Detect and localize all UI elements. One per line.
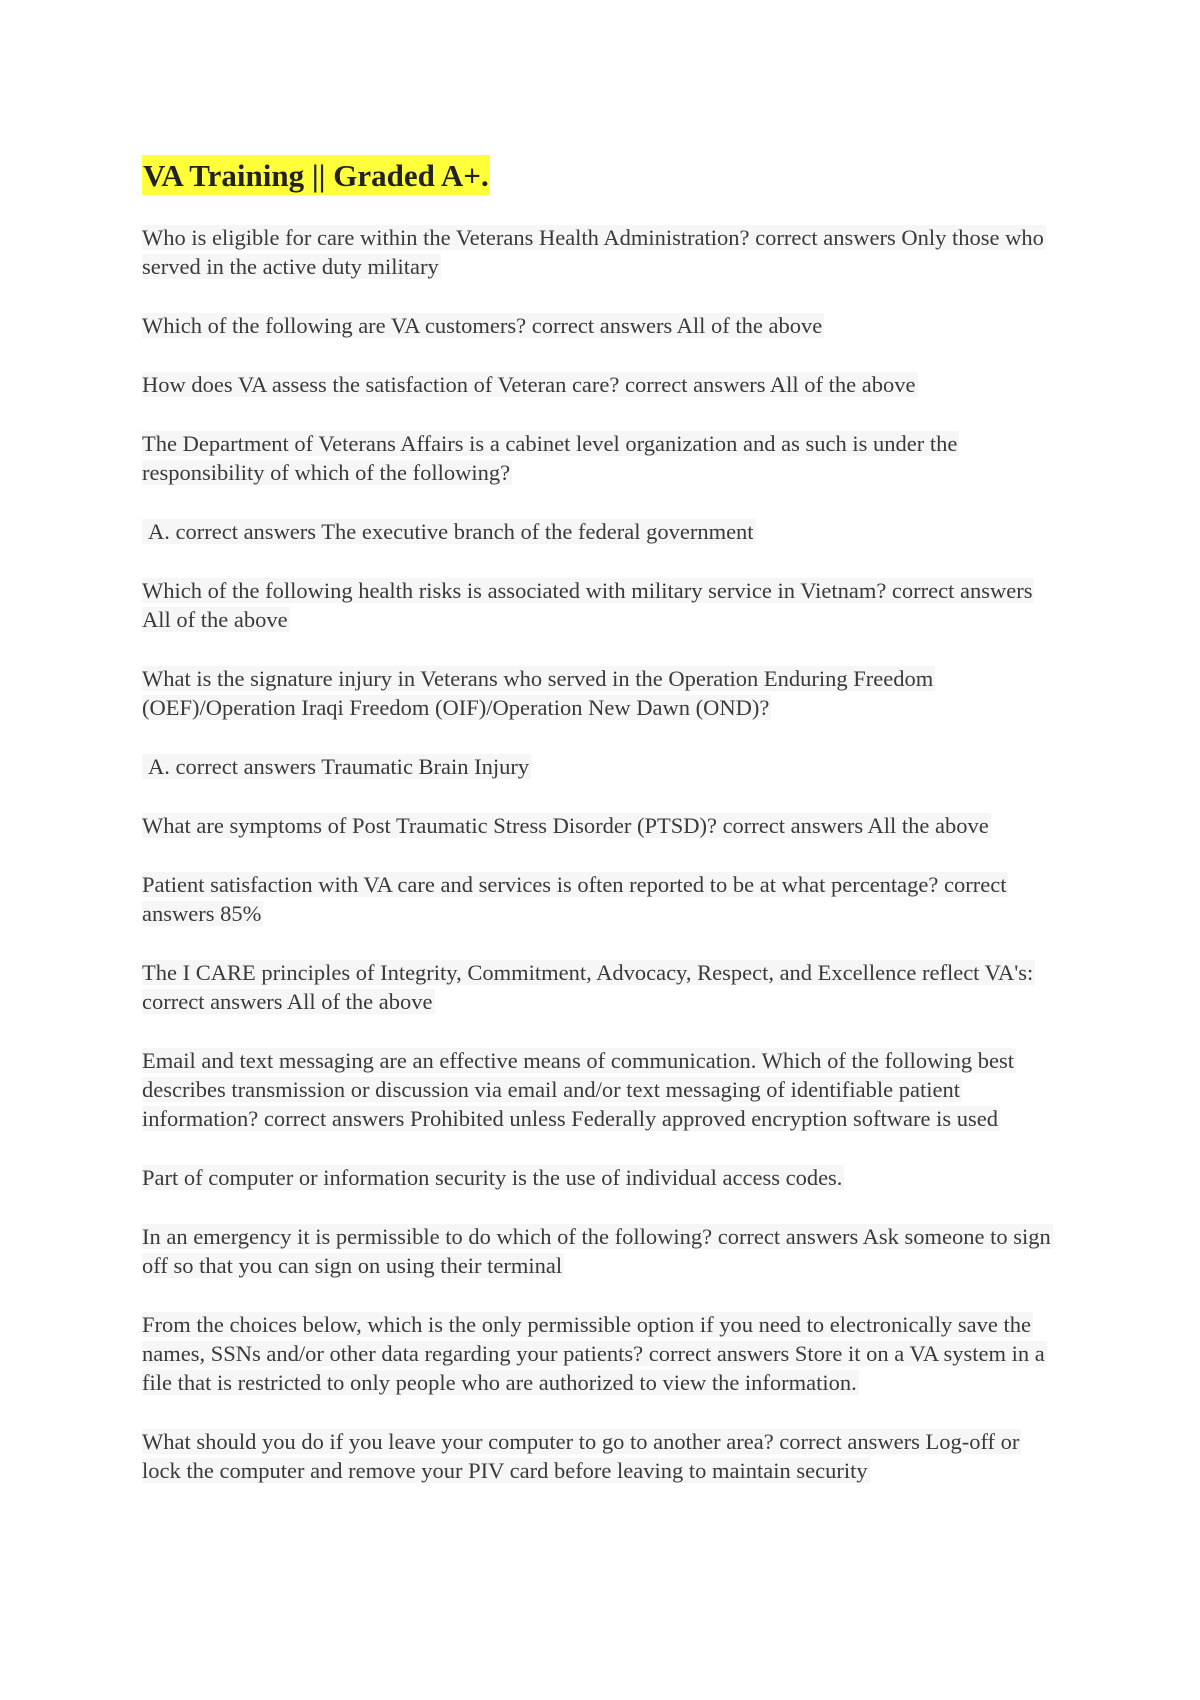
- paragraph-patient-satisfaction: [142, 870, 1062, 928]
- paragraph-email-messaging: [142, 1046, 1062, 1133]
- paragraph-i-care: [142, 958, 1062, 1016]
- paragraph-text: How does VA assess the satisfaction of Veteran care? correct answers All of the above: [142, 372, 916, 397]
- paragraph-signature-injury-question: [142, 664, 1062, 722]
- paragraph-text: In an emergency it is permissible to do which of the following? correct answers Ask someone to sign off so that you can sign on using their terminal: [142, 1224, 1051, 1278]
- paragraph-access-codes: [142, 1163, 1062, 1192]
- paragraph-text: What should you do if you leave your computer to go to another area? correct answers Log-off or lock the computer and remove your PIV card before leaving to maintain security: [142, 1429, 1020, 1483]
- paragraph-text: What are symptoms of Post Traumatic Stress Disorder (PTSD)? correct answers All the above: [142, 813, 989, 838]
- paragraph-cabinet-question: [142, 429, 1062, 487]
- paragraph-save-data: [142, 1310, 1062, 1397]
- paragraph-text: The Department of Veterans Affairs is a cabinet level organization and as such is under the responsibility of which of the following?: [142, 431, 958, 485]
- paragraph-text: Email and text messaging are an effective means of communication. Which of the following best describes transmission or discussion via email and/or text messaging of identifiable patient information? correct answers Prohibited unless Federally approved encryption software is used: [142, 1048, 1015, 1131]
- paragraph-ptsd: [142, 811, 1062, 840]
- paragraph-text: Part of computer or information security is the use of individual access codes.: [142, 1165, 843, 1190]
- paragraph-text: Which of the following are VA customers? correct answers All of the above: [142, 313, 823, 338]
- paragraph-text: Who is eligible for care within the Veterans Health Administration? correct answers Only those who served in the active duty military: [142, 225, 1044, 279]
- paragraph-cabinet-answer: [142, 517, 1062, 546]
- paragraph-leave-computer: [142, 1427, 1062, 1485]
- document-content: [142, 155, 1062, 1515]
- paragraph-vietnam-risks: [142, 576, 1062, 634]
- paragraph-text: A. correct answers The executive branch of the federal government: [142, 519, 756, 544]
- paragraph-text: The I CARE principles of Integrity, Commitment, Advocacy, Respect, and Excellence reflect VA's: correct answers All of the above: [142, 960, 1034, 1014]
- document-title: VA Training || Graded A+.: [142, 155, 490, 195]
- paragraph-text: Patient satisfaction with VA care and services is often reported to be at what percentage? correct answers 85%: [142, 872, 1007, 926]
- paragraph-text: A. correct answers Traumatic Brain Injury: [142, 754, 531, 779]
- paragraph-signature-injury-answer: [142, 752, 1062, 781]
- paragraph-emergency: [142, 1222, 1062, 1280]
- paragraph-eligibility: [142, 223, 1062, 281]
- paragraph-text: From the choices below, which is the only permissible option if you need to electronically save the names, SSNs and/or other data regarding your patients? correct answers Store it on a VA system in a file that is restricted to only people who are authorized to view the information.: [142, 1312, 1045, 1395]
- paragraph-text: Which of the following health risks is associated with military service in Vietnam? correct answers All of the above: [142, 578, 1033, 632]
- paragraph-satisfaction-assessment: [142, 370, 1062, 399]
- paragraph-text: What is the signature injury in Veterans who served in the Operation Enduring Freedom (OEF)/Operation Iraqi Freedom (OIF)/Operation New Dawn (OND)?: [142, 666, 934, 720]
- paragraph-customers: [142, 311, 1062, 340]
